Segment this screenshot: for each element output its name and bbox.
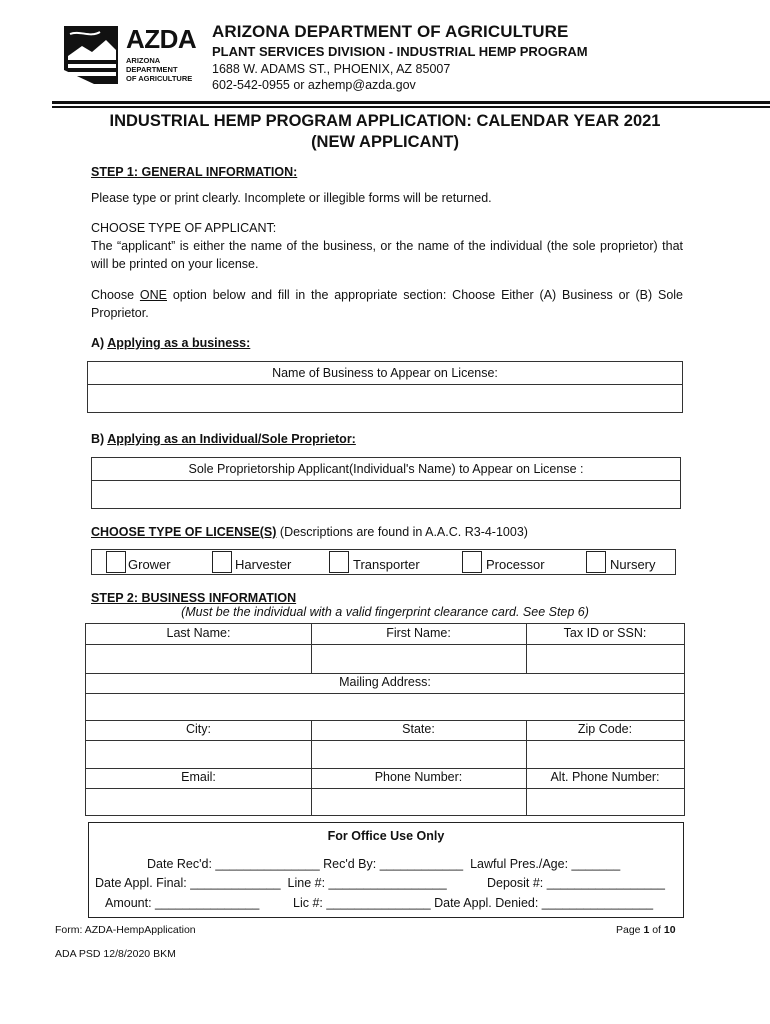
division-name: PLANT SERVICES DIVISION - INDUSTRIAL HEMP PROGRAM (212, 44, 588, 59)
page-number: Page 1 of 10 (616, 924, 676, 936)
transporter-checkbox[interactable] (329, 551, 349, 573)
choose-one-instruction: Choose ONE option below and fill in the appropriate section: Choose Either (A) Business or (B) Sole Proprietor. (91, 288, 683, 320)
nursery-label: Nursery (610, 557, 656, 572)
choose-applicant-type: CHOOSE TYPE OF APPLICANT: (91, 221, 277, 235)
nursery-checkbox[interactable] (586, 551, 606, 573)
harvester-label: Harvester (235, 557, 292, 572)
business-name-label: Name of Business to Appear on License: (88, 362, 682, 385)
last-name-label: Last Name: (166, 626, 231, 640)
sole-proprietor-label: Sole Proprietorship Applicant(Individual's Name) to Appear on License : (92, 458, 680, 481)
business-name-box (87, 361, 683, 413)
step2-heading: STEP 2: BUSINESS INFORMATION (91, 591, 297, 605)
header-rule-thin (52, 106, 770, 108)
phone-input[interactable] (312, 789, 526, 815)
email-label: Email: (181, 770, 216, 784)
last-name-input[interactable] (86, 645, 311, 673)
license-type-heading: CHOOSE TYPE OF LICENSE(S) (Descriptions are found in A.A.C. R3-4-1003) (91, 525, 528, 539)
zip-code-input[interactable] (527, 741, 684, 768)
logo-text: AZDA (126, 24, 197, 54)
office-line-1: Date Rec'd: _______________ Rec'd By: ____________ Lawful Pres./Age: _______ (147, 857, 621, 871)
form-id: Form: AZDA-HempApplication (55, 924, 196, 936)
first-name-input[interactable] (312, 645, 526, 673)
office-use-title: For Office Use Only (327, 829, 445, 843)
ada-revision: ADA PSD 12/8/2020 BKM (55, 948, 176, 960)
form-title: INDUSTRIAL HEMP PROGRAM APPLICATION: CALENDAR YEAR 2021 (109, 112, 661, 130)
transporter-label: Transporter (353, 557, 420, 572)
tax-id-input[interactable] (527, 645, 684, 673)
state-input[interactable] (312, 741, 526, 768)
phone-label: Phone Number: (374, 770, 463, 784)
business-info-grid (85, 623, 685, 816)
city-input[interactable] (86, 741, 311, 768)
applicant-definition: The “applicant” is either the name of the business, or the name of the individual (the sole proprietor) that will be printed on your license. (91, 239, 683, 271)
org-contact: 602-542-0955 or azhemp@azda.gov (212, 78, 416, 92)
logo-subtext: ARIZONA DEPARTMENT OF AGRICULTURE (126, 56, 193, 83)
business-name-input[interactable] (88, 384, 682, 412)
step1-heading: STEP 1: GENERAL INFORMATION: (91, 165, 298, 179)
section-a-heading: A) Applying as a business: (91, 336, 251, 350)
section-b-heading: B) Applying as an Individual/Sole Proprietor: (91, 432, 356, 446)
grower-label: Grower (128, 557, 171, 572)
form-subtitle: (NEW APPLICANT) (311, 133, 459, 151)
processor-checkbox[interactable] (462, 551, 482, 573)
first-name-label: First Name: (386, 626, 451, 640)
org-title: ARIZONA DEPARTMENT OF AGRICULTURE (212, 22, 569, 41)
office-line-2b: Deposit #: _________________ (487, 876, 665, 890)
alt-phone-label: Alt. Phone Number: (550, 770, 660, 784)
office-line-3a: Amount: _______________ (105, 896, 260, 910)
step2-subheading: (Must be the individual with a valid fingerprint clearance card. See Step 6) (181, 605, 589, 619)
alt-phone-input[interactable] (527, 789, 684, 815)
office-use-box (88, 822, 684, 918)
zip-code-label: Zip Code: (577, 722, 633, 736)
instructions-text: Please type or print clearly. Incomplete or illegible forms will be returned. (91, 191, 492, 205)
mailing-address-input[interactable] (86, 694, 684, 720)
mailing-address-label: Mailing Address: (339, 675, 431, 689)
email-input[interactable] (86, 789, 311, 815)
state-label: State: (402, 722, 435, 736)
license-options-row (91, 549, 676, 575)
city-label: City: (186, 722, 211, 736)
sole-proprietor-box (91, 457, 681, 509)
azda-logo (60, 20, 200, 92)
tax-id-label: Tax ID or SSN: (563, 626, 647, 640)
sole-proprietor-input[interactable] (92, 480, 680, 508)
grower-checkbox[interactable] (106, 551, 126, 573)
header-rule (52, 101, 770, 104)
harvester-checkbox[interactable] (212, 551, 232, 573)
org-address: 1688 W. ADAMS ST., PHOENIX, AZ 85007 (212, 62, 451, 76)
processor-label: Processor (486, 557, 545, 572)
office-line-2a: Date Appl. Final: _____________ Line #: _________________ (95, 876, 447, 890)
office-line-3b: Lic #: _______________ Date Appl. Denied: ________________ (293, 896, 654, 910)
